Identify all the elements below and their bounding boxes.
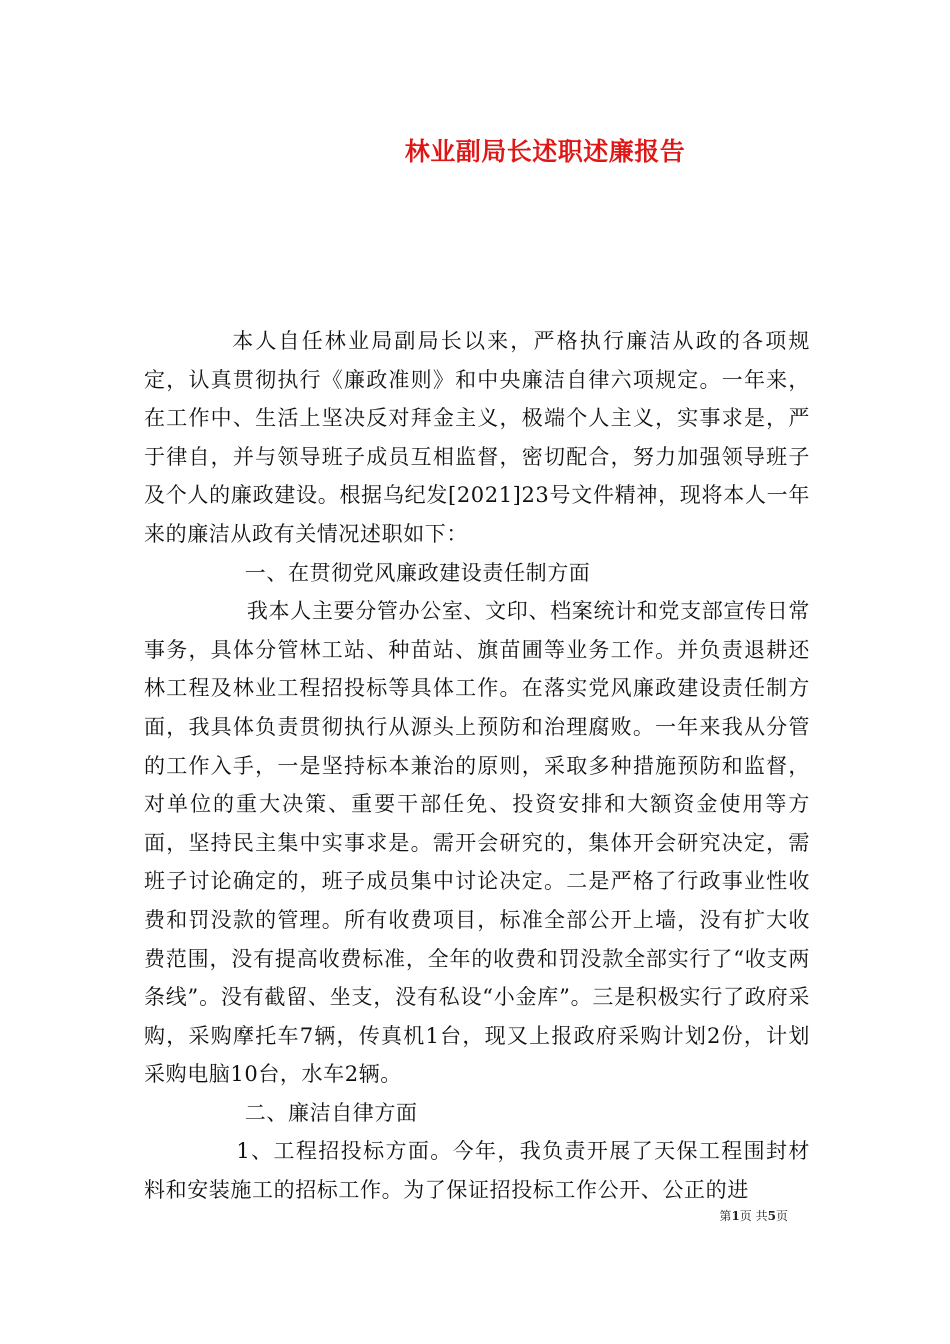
footer-total-pages: 5 [767,1209,776,1223]
page-number-footer [719,1207,788,1224]
section-1-paragraph: 我本人主要分管办公室、文印、档案统计和党支部宣传日常事务，具体分管林工站、种苗站、旗苗圃等业务工作。并负责退耕还林工程及林业工程招投标等具体工作。在落实党风廉政建设责任制方面，我具体负责贯彻执行从源头上预防和治理腐败。一年来我从分管的工作入手，一是坚持标本兼治的原则，采取多种措施预防和监督，对单位的重大决策、重要干部任免、投资安排和大额资金使用等方面，坚持民主集中实事求是。需开会研究的，集体开会研究决定，需班子讨论确定的，班子成员集中讨论决定。二是严格了行政事业性收费和罚没款的管理。所有收费项目，标准全部公开上墙，没有扩大收费范围，没有提高收费标准，全年的收费和罚没款全部实行了“收支两条线”。没有截留、坐支，没有私设“小金库”。三是积极实行了政府采购，采购摩托车7辆，传真机1台，现又上报政府采购计划2份，计划采购电脑10台，水车2辆。 [144,599,810,1087]
section-heading-2: 二、廉洁自律方面 [244,1100,418,1125]
section-2-paragraph: 1、工程招投标方面。今年，我负责开展了天保工程围封材料和安装施工的招标工作。为了保证招投标工作公开、公正的进 [144,1139,810,1203]
footer-suffix: 页 [775,1209,788,1223]
intro-paragraph: 本人自任林业局副局长以来，严格执行廉洁从政的各项规定，认真贯彻执行《廉政准则》和中央廉洁自律六项规定。一年来，在工作中、生活上坚决反对拜金主义，极端个人主义，实事求是，严于律自，并与领导班子成员互相监督，密切配合，努力加强领导班子及个人的廉政建设。根据乌纪发[2021]23号文件精神，现将本人一年来的廉洁从政有关情况述职如下： [144,329,810,546]
footer-prefix: 第 [719,1209,732,1223]
section-heading-1: 一、在贯彻党风廉政建设责任制方面 [244,560,591,585]
document-body [144,322,810,1210]
footer-current-page: 1 [731,1209,740,1223]
document-title: 林业副局长述职述廉报告 [404,137,686,166]
footer-middle: 页 共 [739,1209,768,1223]
